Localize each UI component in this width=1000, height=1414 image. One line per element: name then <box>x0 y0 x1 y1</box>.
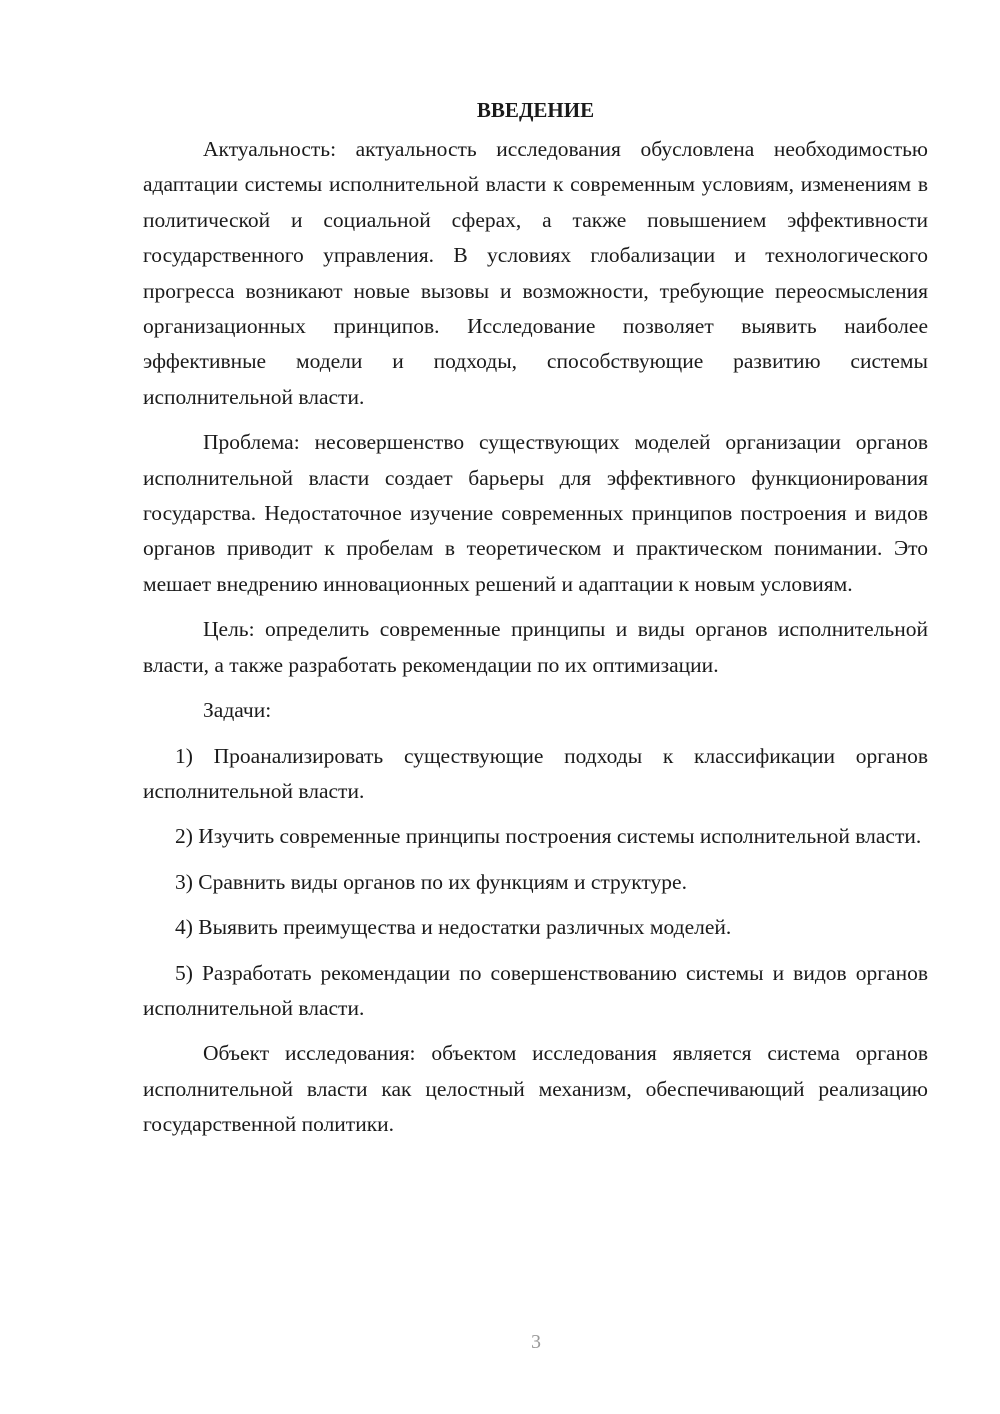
document-page <box>143 92 928 1153</box>
page-title: ВВЕДЕНИЕ <box>476 98 595 122</box>
problem-paragraph: Проблема: несовершенство существующих моделей организации органов исполнительной власти создает барьеры для эффективного функционирования государства. Недостаточное изучение современных принципов построения и видов органов приводит к пробелам в теоретическом и практическом понимании. Это мешает внедрению инновационных решений и адаптации к новым условиям. <box>143 430 928 596</box>
task-item-3: 3) Сравнить виды органов по их функциям и структуре. <box>175 869 687 894</box>
object-paragraph: Объект исследования: объектом исследования является система органов исполнительной власти как целостный механизм, обеспечивающий реализацию государственной политики. <box>143 1041 928 1137</box>
goal-paragraph: Цель: определить современные принципы и виды органов исполнительной власти, а также разработать рекомендации по их оптимизации. <box>143 617 928 677</box>
page-number: 3 <box>531 1331 541 1353</box>
tasks-label: Задачи: <box>203 698 272 723</box>
task-item-4: 4) Выявить преимущества и недостатки различных моделей. <box>175 915 732 940</box>
task-item-2: 2) Изучить современные принципы построения системы исполнительной власти. <box>175 824 922 849</box>
relevance-paragraph: Актуальность: актуальность исследования обусловлена необходимостью адаптации системы исполнительной власти к современным условиям, изменениям в политической и социальной сферах, а также повышением эффективности государственного управления. В условиях глобализации и технологического прогресса возникают новые вызовы и возможности, требующие переосмысления организационных принципов. Исследование позволяет выявить наиболее эффективные модели и подходы, способствующие развитию системы исполнительной власти. <box>143 137 928 409</box>
task-item-5: 5) Разработать рекомендации по совершенствованию системы и видов органов исполнительной власти. <box>143 960 928 1020</box>
task-item-1: 1) Проанализировать существующие подходы к классификации органов исполнительной власти. <box>143 743 928 803</box>
